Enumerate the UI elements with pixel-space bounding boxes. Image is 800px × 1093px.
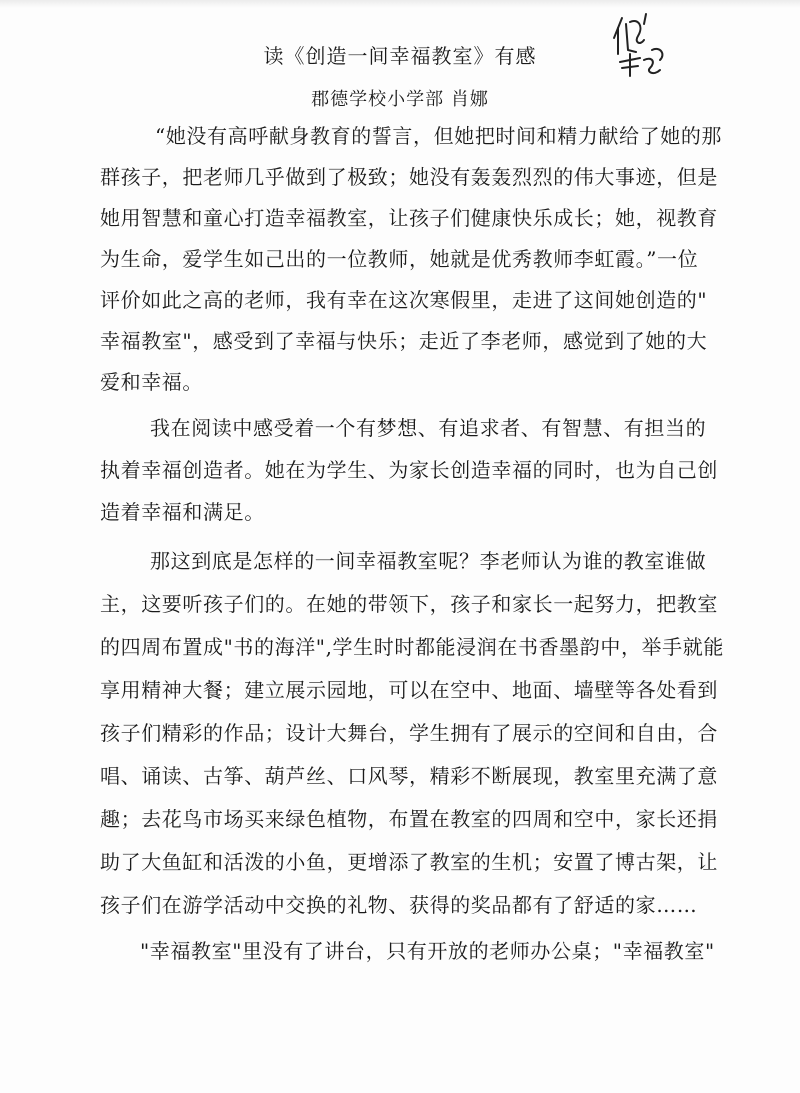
body-line-16: 唱、诵读、古筝、葫芦丝、口风琴，精彩不断展现，教室里充满了意 xyxy=(100,764,718,788)
body-line-17: 趣；去花鸟市场买来绿色植物，布置在教室的四周和空中，家长还捐 xyxy=(100,807,718,831)
body-line-18: 助了大鱼缸和活泼的小鱼，更增添了教室的生机；安置了博古架，让 xyxy=(100,850,718,874)
body-line-5: 评价如此之高的老师，我有幸在这次寒假里，走进了这间她创造的" xyxy=(100,288,708,312)
body-line-20: "幸福教室"里没有了讲台，只有开放的老师办公桌；"幸福教室" xyxy=(140,939,715,963)
body-line-3: 她用智慧和童心打造幸福教室，让孩子们健康快乐成长；她，视教育 xyxy=(100,206,718,230)
body-line-6: 幸福教室"，感受到了幸福与快乐；走近了李老师，感觉到了她的大 xyxy=(100,329,708,353)
body-line-1: “她没有高呼献身教育的誓言，但她把时间和精力献给了她的那 xyxy=(155,124,723,148)
body-line-19: 孩子们在游学活动中交换的礼物、获得的奖品都有了舒适的家…… xyxy=(100,893,698,917)
body-line-4: 为生命，爱学生如己出的一位教师，她就是优秀教师李虹霞。”一位 xyxy=(100,247,699,271)
body-line-10: 造着幸福和满足。 xyxy=(100,500,265,524)
body-line-13: 的四周布置成"书的海洋",学生时时都能浸润在书香墨韵中，举手就能 xyxy=(100,635,724,659)
body-line-7: 爱和幸福。 xyxy=(100,370,203,394)
body-line-9: 执着幸福创造者。她在为学生、为家长创造幸福的同时，也为自己创 xyxy=(100,458,718,482)
body-line-14: 享用精神大餐；建立展示园地，可以在空中、地面、墙壁等各处看到 xyxy=(100,678,718,702)
document-author: 郡德学校小学部 肖娜 xyxy=(311,89,489,110)
body-line-11: 那这到底是怎样的一间幸福教室呢？李老师认为谁的教室谁做 xyxy=(150,549,707,573)
scan-edge-shadow xyxy=(0,0,800,8)
body-line-2: 群孩子，把老师几乎做到了极致；她没有轰轰烈烈的伟大事迹，但是 xyxy=(100,165,718,189)
body-line-8: 我在阅读中感受着一个有梦想、有追求者、有智慧、有担当的 xyxy=(150,416,707,440)
body-line-12: 主，这要听孩子们的。在她的带领下，孩子和家长一起努力，把教室 xyxy=(100,592,718,616)
body-line-15: 孩子们精彩的作品；设计大舞台，学生拥有了展示的空间和自由，合 xyxy=(100,721,718,745)
document-title: 读《创造一间幸福教室》有感 xyxy=(263,44,537,68)
